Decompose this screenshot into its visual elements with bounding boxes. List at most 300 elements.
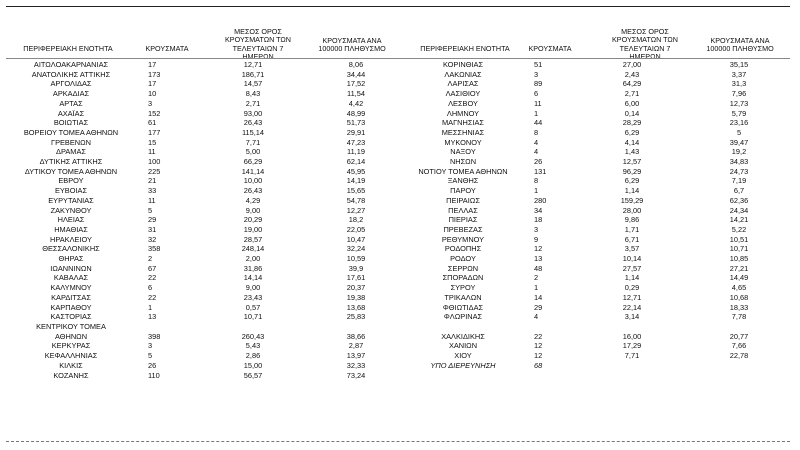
table-row: [404, 303, 790, 313]
cases-cell: 4: [534, 137, 539, 147]
table-row: [404, 79, 790, 89]
table-row: [404, 118, 790, 128]
cases-cell: 280: [534, 195, 547, 205]
table-row: [404, 293, 790, 303]
table-row: [404, 138, 790, 148]
cases-cell: 1: [148, 302, 153, 312]
per100k-cell: 14,21: [729, 215, 749, 225]
table-row: [6, 147, 404, 157]
table-row: [6, 244, 404, 254]
table-row: [404, 341, 790, 351]
region-cell: [404, 322, 522, 332]
avg7-cell: 15,00: [243, 360, 263, 370]
per100k-cell: 29,91: [346, 127, 366, 137]
per100k-cell: 45,95: [346, 166, 366, 176]
table-row: [404, 351, 790, 361]
avg7-cell: 23,43: [243, 292, 263, 302]
per100k-cell: 10,59: [346, 254, 366, 264]
per100k-cell: 24,73: [729, 166, 749, 176]
region-cell: ΠΕΛΛΑΣ: [448, 205, 478, 215]
table-row: [404, 147, 790, 157]
per100k-cell: 22,78: [729, 351, 749, 361]
per100k-cell: 8,06: [348, 60, 364, 69]
per100k-cell: 25,83: [346, 312, 366, 322]
region-cell: ΛΗΜΝΟΥ: [446, 108, 480, 118]
cases-cell: 2: [534, 273, 539, 283]
cases-cell: 1: [534, 108, 539, 118]
per100k-cell: 5,22: [731, 224, 747, 234]
per100k-cell: 5: [736, 127, 742, 137]
region-cell: ΣΕΡΡΩΝ: [447, 263, 479, 273]
cases-cell: 26: [148, 360, 157, 370]
cases-cell: 34: [534, 205, 543, 215]
header-per100k-right: ΚΡΟΥΣΜΑΤΑ ΑΝΑ 100000 ΠΛΗΘΥΣΜΟ: [706, 36, 774, 54]
cases-cell: 8: [534, 127, 539, 137]
avg7-cell: 10,14: [622, 254, 642, 264]
per100k-cell: 19,38: [346, 292, 366, 302]
region-cell: ΔΥΤΙΚΟΥ ΤΟΜΕΑ ΑΘΗΝΩΝ: [24, 166, 118, 176]
per100k-cell: 2,87: [348, 341, 364, 351]
avg7-cell: [198, 322, 308, 332]
table-row: [6, 206, 404, 216]
avg7-cell: 141,14: [241, 166, 265, 176]
region-cell: ΗΡΑΚΛΕΙΟΥ: [50, 234, 92, 244]
cases-cell: 61: [148, 118, 157, 128]
table-row: [404, 225, 790, 235]
avg7-cell: 12,71: [622, 292, 642, 302]
avg7-cell: 12,57: [622, 157, 642, 167]
region-cell: ΖΑΚΥΝΘΟΥ: [50, 205, 92, 215]
avg7-cell: 6,29: [624, 176, 640, 186]
cases-cell: 8: [534, 176, 539, 186]
top-border: [6, 6, 790, 7]
avg7-cell: 12,71: [243, 60, 263, 69]
per100k-cell: 47,23: [346, 137, 366, 147]
avg7-cell: 8,43: [245, 89, 261, 99]
region-cell: ΠΙΕΡΙΑΣ: [448, 215, 478, 225]
region-cell: ΛΑΚΩΝΙΑΣ: [444, 69, 482, 79]
cases-cell: 51: [534, 60, 543, 69]
region-cell: ΣΠΟΡΑΔΩΝ: [442, 273, 484, 283]
cases-cell: 13: [534, 254, 543, 264]
region-cell: ΗΜΑΘΙΑΣ: [54, 224, 88, 234]
region-cell: ΑΡΚΑΔΙΑΣ: [52, 89, 90, 99]
avg7-cell: 31,86: [243, 263, 263, 273]
table-row: [404, 70, 790, 80]
table-row: [6, 89, 404, 99]
table-row: [404, 167, 790, 177]
region-cell: ΒΟΡΕΙΟΥ ΤΟΜΕΑ ΑΘΗΝΩΝ: [23, 127, 119, 137]
cases-cell: 33: [148, 186, 157, 196]
table-row: [6, 79, 404, 89]
table-row: [404, 244, 790, 254]
region-cell: ΚΑΡΔΙΤΣΑΣ: [51, 292, 91, 302]
avg7-cell: 56,57: [243, 370, 263, 380]
region-cell: ΒΟΙΩΤΙΑΣ: [53, 118, 89, 128]
avg7-cell: 2,43: [624, 69, 640, 79]
avg7-cell: 10,00: [243, 176, 263, 186]
table-row: [6, 273, 404, 283]
cases-cell: 152: [148, 108, 161, 118]
table-row: [404, 89, 790, 99]
avg7-cell: 5,00: [245, 147, 261, 157]
avg7-cell: 22,14: [622, 302, 642, 312]
avg7-cell: 0,29: [624, 283, 640, 293]
region-cell: ΚΑΛΥΜΝΟΥ: [50, 283, 92, 293]
table-row: [6, 303, 404, 313]
per100k-cell: 34,44: [346, 69, 366, 79]
per100k-cell: 18,33: [729, 302, 749, 312]
avg7-cell: 64,29: [622, 79, 642, 89]
avg7-cell: 28,29: [622, 118, 642, 128]
cases-cell: 48: [534, 263, 543, 273]
cases-cell: 3: [148, 341, 153, 351]
cases-cell: 398: [148, 331, 161, 341]
cases-cell: 44: [534, 118, 543, 128]
table-row: [6, 264, 404, 274]
per100k-cell: 14,19: [346, 176, 366, 186]
avg7-cell: 2,71: [245, 98, 261, 108]
region-cell: ΝΟΤΙΟΥ ΤΟΜΕΑ ΑΘΗΝΩΝ: [418, 166, 508, 176]
avg7-cell: 17,29: [622, 341, 642, 351]
cases-cell: 22: [534, 331, 543, 341]
table-row: [404, 60, 790, 70]
cases-cell: [522, 322, 576, 332]
region-cell: ΠΕΙΡΑΙΩΣ: [446, 195, 480, 205]
region-cell: ΚΟΖΑΝΗΣ: [53, 370, 89, 380]
region-cell: ΠΑΡΟΥ: [450, 186, 476, 196]
region-cell: ΙΩΑΝΝΙΝΩΝ: [50, 263, 92, 273]
per100k-cell: 13,97: [346, 351, 366, 361]
cases-cell: 3: [148, 98, 153, 108]
avg7-cell: 1,14: [624, 273, 640, 283]
header-region-right: ΠΕΡΙΦΕΡΕΙΑΚΗ ΕΝΟΤΗΤΑ: [420, 44, 510, 53]
per100k-cell: 22,05: [346, 224, 366, 234]
cases-cell: 11: [148, 195, 156, 205]
avg7-cell: 7,71: [624, 351, 640, 361]
cases-cell: 21: [148, 176, 157, 186]
region-cell: ΦΘΙΩΤΙΔΑΣ: [442, 302, 484, 312]
per100k-cell: 10,71: [729, 244, 749, 254]
region-cell: ΔΥΤΙΚΗΣ ΑΤΤΙΚΗΣ: [39, 157, 103, 167]
table-row: [6, 138, 404, 148]
region-cell: ΡΟΔΟΥ: [450, 254, 476, 264]
per100k-cell: 10,47: [346, 234, 366, 244]
per100k-cell: 19,2: [731, 147, 747, 157]
cases-cell: 31: [148, 224, 157, 234]
avg7-cell: 248,14: [241, 244, 265, 254]
header-cases-right: ΚΡΟΥΣΜΑΤΑ: [528, 44, 572, 53]
avg7-cell: [576, 361, 688, 371]
avg7-cell: 2,00: [245, 254, 261, 264]
avg7-cell: 6,29: [624, 127, 640, 137]
per100k-cell: 20,77: [729, 331, 749, 341]
per100k-cell: 5,79: [731, 108, 747, 118]
table-row: [404, 361, 790, 371]
per100k-cell: 12,27: [346, 205, 366, 215]
cases-cell: 32: [148, 234, 157, 244]
region-cell: ΧΑΛΚΙΔΙΚΗΣ: [441, 331, 485, 341]
header-separator: [6, 58, 790, 59]
region-cell: ΤΡΙΚΑΛΩΝ: [444, 292, 482, 302]
avg7-cell: 9,00: [245, 283, 261, 293]
table-row: [404, 109, 790, 119]
region-cell: ΑΝΑΤΟΛΙΚΗΣ ΑΤΤΙΚΗΣ: [31, 69, 111, 79]
cases-cell: 225: [148, 166, 161, 176]
per100k-cell: 6,7: [733, 186, 745, 196]
per100k-cell: 35,15: [729, 60, 749, 69]
region-cell: ΗΛΕΙΑΣ: [57, 215, 85, 225]
table-row: [6, 109, 404, 119]
avg7-cell: 26,43: [243, 118, 263, 128]
cases-cell: 11: [534, 98, 542, 108]
table-row: [6, 351, 404, 361]
per100k-cell: 7,19: [731, 176, 747, 186]
cases-cell: 12: [534, 341, 543, 351]
table-row: [6, 196, 404, 206]
header-avg7-right: ΜΕΣΟΣ ΟΡΟΣ ΚΡΟΥΣΜΑΤΩΝ ΤΩΝ ΤΕΛΕΥΤΑΙΩΝ 7 ΗΜΕΡΩΝ: [612, 27, 678, 62]
avg7-cell: 6,71: [624, 234, 640, 244]
table-row: [6, 157, 404, 167]
avg7-cell: 16,00: [622, 331, 642, 341]
per100k-cell: [688, 322, 790, 332]
per100k-cell: 7,96: [731, 89, 747, 99]
cases-cell: 9: [534, 234, 539, 244]
cases-cell: 1: [534, 186, 539, 196]
table-row: [404, 196, 790, 206]
avg7-cell: 28,00: [622, 205, 642, 215]
avg7-cell: 6,00: [624, 98, 640, 108]
region-cell: ΜΥΚΟΝΟΥ: [444, 137, 482, 147]
per100k-cell: 18,2: [348, 215, 364, 225]
per100k-cell: 23,16: [729, 118, 749, 128]
per100k-cell: 31,3: [731, 79, 747, 89]
avg7-cell: 10,71: [243, 312, 263, 322]
per100k-cell: 17,61: [346, 273, 366, 283]
avg7-cell: 27,00: [622, 60, 642, 69]
avg7-cell: 2,71: [624, 89, 640, 99]
table-row: [6, 312, 404, 322]
table-row: [404, 312, 790, 322]
region-cell: ΚΙΛΚΙΣ: [59, 360, 83, 370]
region-cell: ΚΕΝΤΡΙΚΟΥ ΤΟΜΕΑ: [36, 321, 106, 331]
per100k-cell: 48,99: [346, 108, 366, 118]
cases-cell: 18: [534, 215, 543, 225]
avg7-cell: 19,00: [243, 224, 263, 234]
cases-cell: 11: [148, 147, 156, 157]
avg7-cell: 9,00: [245, 205, 261, 215]
per100k-cell: 39,9: [348, 263, 364, 273]
table-row: [6, 167, 404, 177]
header-cases-left: ΚΡΟΥΣΜΑΤΑ: [145, 44, 189, 53]
per100k-cell: 10,68: [729, 292, 749, 302]
avg7-cell: 9,86: [624, 215, 640, 225]
per100k-cell: 32,24: [346, 244, 366, 254]
region-cell: ΡΕΘΥΜΝΟΥ: [441, 234, 485, 244]
per100k-cell: 7,78: [731, 312, 747, 322]
table-row: [6, 322, 404, 332]
avg7-cell: 4,29: [245, 195, 261, 205]
table-row: [404, 254, 790, 264]
per100k-cell: 38,66: [346, 331, 366, 341]
avg7-cell: 5,43: [245, 341, 261, 351]
per100k-cell: 62,36: [729, 195, 749, 205]
region-cell: ΓΡΕΒΕΝΩΝ: [51, 137, 91, 147]
header-per100k-left: ΚΡΟΥΣΜΑΤΑ ΑΝΑ 100000 ΠΛΗΘΥΣΜΟ: [318, 36, 386, 54]
region-cell: ΜΑΓΝΗΣΙΑΣ: [442, 118, 484, 128]
region-cell: ΑΙΤΩΛΟΑΚΑΡΝΑΝΙΑΣ: [33, 60, 109, 69]
cases-cell: [136, 322, 198, 332]
table-row: [6, 235, 404, 245]
table-row: [404, 206, 790, 216]
table-row: [6, 215, 404, 225]
per100k-cell: 62,14: [346, 157, 366, 167]
left-table: [6, 60, 404, 380]
per100k-cell: 12,73: [729, 98, 749, 108]
table-row: [404, 128, 790, 138]
region-cell: ΧΑΝΙΩΝ: [448, 341, 478, 351]
region-cell: ΚΑΣΤΟΡΙΑΣ: [50, 312, 92, 322]
cases-cell: 22: [148, 273, 157, 283]
region-cell: ΡΟΔΟΠΗΣ: [444, 244, 482, 254]
avg7-cell: 26,43: [243, 186, 263, 196]
table-row: [6, 99, 404, 109]
per100k-cell: 11,54: [347, 89, 365, 99]
cases-cell: 68: [534, 360, 543, 370]
per100k-cell: 10,51: [729, 234, 749, 244]
region-cell: ΚΕΦΑΛΛΗΝΙΑΣ: [44, 351, 98, 361]
avg7-cell: 96,29: [622, 166, 642, 176]
table-row: [6, 128, 404, 138]
per100k-cell: 54,78: [346, 195, 366, 205]
per100k-cell: 32,33: [346, 360, 366, 370]
avg7-cell: 14,57: [243, 79, 263, 89]
cases-cell: 5: [148, 205, 153, 215]
header-region-left: ΠΕΡΙΦΕΡΕΙΑΚΗ ΕΝΟΤΗΤΑ: [23, 44, 113, 53]
table-row: [6, 225, 404, 235]
region-cell: ΕΥΡΥΤΑΝΙΑΣ: [48, 195, 94, 205]
avg7-cell: 93,00: [243, 108, 263, 118]
region-cell: ΕΥΒΟΙΑΣ: [54, 186, 88, 196]
table-row: [404, 273, 790, 283]
avg7-cell: 260,43: [241, 331, 265, 341]
cases-cell: 131: [534, 166, 547, 176]
table-row: [6, 332, 404, 342]
per100k-cell: 7,66: [731, 341, 747, 351]
region-cell: ΚΕΡΚΥΡΑΣ: [51, 341, 91, 351]
avg7-cell: 14,14: [243, 273, 263, 283]
cases-cell: 2: [148, 254, 153, 264]
cases-cell: 22: [148, 292, 157, 302]
cases-cell: 6: [534, 89, 539, 99]
bottom-border: [6, 441, 790, 442]
cases-cell: 358: [148, 244, 161, 254]
cases-cell: 110: [148, 370, 160, 380]
table-row: [6, 70, 404, 80]
cases-cell: 6: [148, 283, 153, 293]
table-row: [6, 254, 404, 264]
avg7-cell: 20,29: [243, 215, 263, 225]
cases-cell: 14: [534, 292, 543, 302]
region-cell: ΑΡΤΑΣ: [59, 98, 83, 108]
cases-cell: 3: [534, 69, 539, 79]
cases-cell: 67: [148, 263, 157, 273]
avg7-cell: 66,29: [243, 157, 263, 167]
per100k-cell: 34,83: [729, 157, 749, 167]
region-cell: ΚΑΡΠΑΘΟΥ: [50, 302, 92, 312]
cases-cell: 15: [148, 137, 157, 147]
per100k-cell: 27,21: [729, 263, 749, 273]
cases-cell: 17: [148, 60, 157, 69]
table-row: [6, 186, 404, 196]
per100k-cell: [308, 322, 404, 332]
table-row: [6, 371, 404, 381]
region-cell: ΑΡΓΟΛΙΔΑΣ: [50, 79, 92, 89]
per100k-cell: 11,19: [347, 147, 365, 157]
table-row: [404, 264, 790, 274]
cases-cell: 29: [534, 302, 543, 312]
avg7-cell: 1,14: [624, 186, 640, 196]
avg7-cell: 0,57: [245, 302, 261, 312]
header-avg7-left: ΜΕΣΟΣ ΟΡΟΣ ΚΡΟΥΣΜΑΤΩΝ ΤΩΝ ΤΕΛΕΥΤΑΙΩΝ 7 ΗΜΕΡΩΝ: [225, 27, 291, 62]
table-row: [6, 60, 404, 70]
cases-cell: 5: [148, 351, 153, 361]
cases-cell: 100: [148, 157, 161, 167]
per100k-cell: 20,37: [346, 283, 366, 293]
table-row: [6, 361, 404, 371]
avg7-cell: 27,57: [622, 263, 642, 273]
region-cell: ΔΡΑΜΑΣ: [56, 147, 86, 157]
cases-cell: 4: [534, 147, 539, 157]
per100k-cell: 24,34: [729, 205, 749, 215]
region-cell: ΠΡΕΒΕΖΑΣ: [443, 224, 483, 234]
cases-cell: 13: [148, 312, 157, 322]
cases-cell: 1: [534, 283, 539, 293]
region-cell: ΧΙΟΥ: [454, 351, 472, 361]
region-cell: ΞΑΝΘΗΣ: [447, 176, 479, 186]
cases-cell: 10: [148, 89, 157, 99]
region-cell: ΝΗΣΩΝ: [449, 157, 477, 167]
avg7-cell: 186,71: [241, 69, 265, 79]
region-cell: ΦΛΩΡΙΝΑΣ: [443, 312, 483, 322]
per100k-cell: 15,65: [346, 186, 366, 196]
avg7-cell: 4,14: [624, 137, 640, 147]
avg7-cell: 159,29: [620, 195, 644, 205]
region-cell: ΝΑΞΟΥ: [450, 147, 476, 157]
per100k-cell: 10,85: [729, 254, 749, 264]
region-cell: ΣΥΡΟΥ: [450, 283, 476, 293]
region-cell: ΜΕΣΣΗΝΙΑΣ: [441, 127, 485, 137]
table-row: [404, 322, 790, 332]
per100k-cell: 3,37: [731, 69, 747, 79]
cases-cell: 17: [148, 79, 157, 89]
table-row: [404, 215, 790, 225]
region-cell: ΚΑΒΑΛΑΣ: [53, 273, 89, 283]
avg7-cell: [576, 322, 688, 332]
cases-cell: 177: [148, 127, 161, 137]
region-cell: ΛΑΣΙΘΙΟΥ: [445, 89, 481, 99]
table-row: [404, 176, 790, 186]
avg7-cell: 3,14: [624, 312, 640, 322]
cases-cell: 173: [148, 69, 161, 79]
avg7-cell: 2,86: [245, 351, 261, 361]
region-cell: ΑΘΗΝΩΝ: [54, 331, 88, 341]
table-row: [404, 186, 790, 196]
cases-cell: 12: [534, 244, 543, 254]
avg7-cell: 0,14: [624, 108, 640, 118]
cases-cell: 3: [534, 224, 539, 234]
region-cell: ΛΕΣΒΟΥ: [448, 98, 478, 108]
